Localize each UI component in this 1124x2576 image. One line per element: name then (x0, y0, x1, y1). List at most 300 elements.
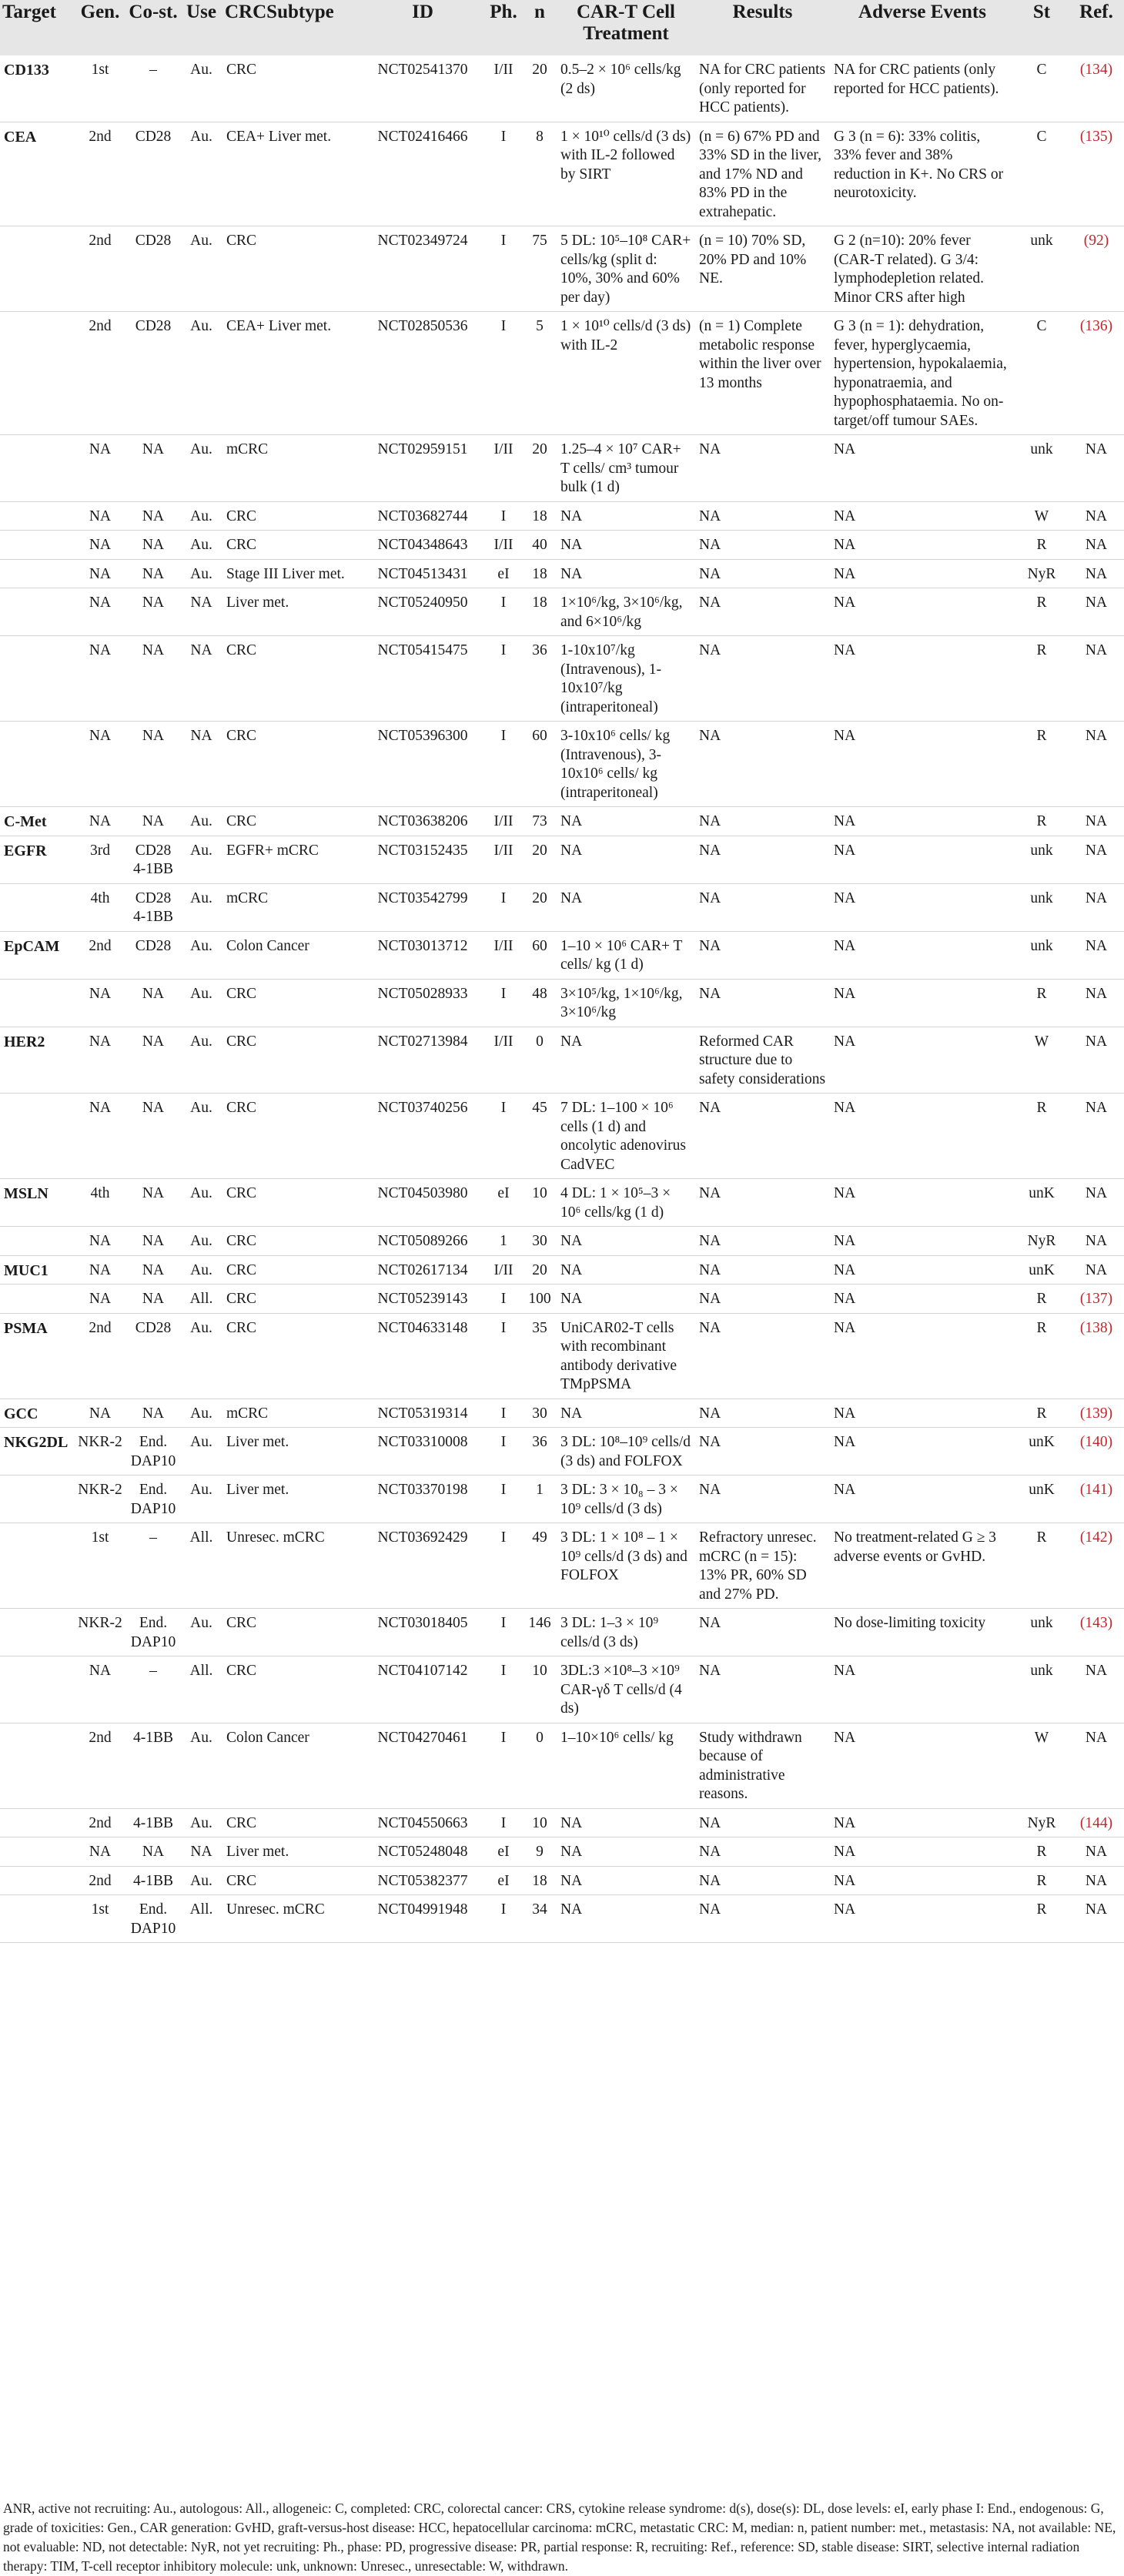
cell-phase: I/II (484, 931, 523, 979)
cell-trial-id: NCT03018405 (361, 1609, 484, 1656)
table-row (0, 55, 1124, 122)
cell-results: NA (695, 588, 830, 636)
cell-adverse-events: NA (830, 531, 1015, 560)
cell-trial-id: NCT04348643 (361, 531, 484, 560)
cell-co-st: End. DAP10 (126, 1476, 180, 1523)
cell-ref: NA (1069, 1027, 1124, 1094)
cell-ref: NA (1069, 979, 1124, 1027)
cell-ref: NA (1069, 1227, 1124, 1256)
table-row (0, 1866, 1124, 1895)
cell-co-st: CD28 (126, 1313, 180, 1399)
cell-crc-subtype: EGFR+ mCRC (222, 836, 361, 883)
table-row (0, 1227, 1124, 1256)
cell-results: NA (695, 1808, 830, 1837)
cell-gen: 2nd (74, 1313, 126, 1399)
table-row (0, 226, 1124, 312)
cell-n: 18 (523, 559, 557, 588)
cell-target (0, 531, 74, 560)
cell-adverse-events: G 2 (n=10): 20% fever (CAR-T related). G 3/4: lymphodepletion related. Minor CRS after high (830, 226, 1015, 312)
cell-use: Au. (180, 1094, 222, 1179)
cell-co-st: NA (126, 807, 180, 836)
cell-ref: NA (1069, 531, 1124, 560)
cell-phase: I (484, 1094, 523, 1179)
cell-ref: NA (1069, 559, 1124, 588)
table-footnote: ANR, active not recruiting: Au., autologous: All., allogeneic: C, completed: CRC, colorectal cancer: CRS, cytokine release syndrome: d(s), dose(s): DL, dose levels: eI, early phase I: End., endogenous: G, grade of toxicities: Gen., CAR generation: GvHD, graft-versus-host disease: HCC, hepatocellular carcinoma: mCRC, metastatic CRC: M, median: n, patient number: met., metastasis: NA, not available: NE, not evaluable: ND, not detectable: NyR, not yet recruiting: Ph., phase: PD, progressive disease: PR, partial response: R, recruiting: Ref., reference: SD, stable disease: SIRT, selective internal radiation therapy: TIM, T-cell receptor inhibitory molecule: unk, unknown: Unresec., unresectable: W, withdrawn. (3, 2501, 1116, 2574)
cell-phase: I (484, 1808, 523, 1837)
cell-gen: 2nd (74, 1808, 126, 1837)
cell-target (0, 1837, 74, 1867)
cell-crc-subtype: CEA+ Liver met. (222, 312, 361, 435)
cell-target (0, 722, 74, 807)
cell-co-st: CD28 (126, 122, 180, 226)
cell-use: Au. (180, 226, 222, 312)
cell-phase: I (484, 636, 523, 722)
cell-n: 0 (523, 1723, 557, 1808)
cell-status: R (1015, 1866, 1069, 1895)
cell-crc-subtype: CRC (222, 1094, 361, 1179)
cell-target: MSLN (0, 1179, 74, 1227)
cell-gen: 4th (74, 1179, 126, 1227)
cell-crc-subtype: CEA+ Liver met. (222, 122, 361, 226)
cell-ref: (144) (1069, 1808, 1124, 1837)
cell-n: 5 (523, 312, 557, 435)
cell-ref: (92) (1069, 226, 1124, 312)
cell-phase: I (484, 722, 523, 807)
table-row (0, 501, 1124, 531)
cell-results: (n = 1) Complete metabolic response within the liver over 13 months (695, 312, 830, 435)
cell-n: 36 (523, 636, 557, 722)
cell-adverse-events: NA (830, 883, 1015, 931)
cell-ref: NA (1069, 1723, 1124, 1808)
cell-co-st: NA (126, 722, 180, 807)
cell-trial-id: NCT02416466 (361, 122, 484, 226)
cell-treatment: 3×10⁵/kg, 1×10⁶/kg, 3×10⁶/kg (557, 979, 695, 1027)
cell-status: R (1015, 531, 1069, 560)
cell-use: NA (180, 722, 222, 807)
cell-phase: eI (484, 1866, 523, 1895)
cell-crc-subtype: Unresec. mCRC (222, 1523, 361, 1609)
cell-trial-id: NCT05089266 (361, 1227, 484, 1256)
cell-co-st: End. DAP10 (126, 1428, 180, 1476)
cell-trial-id: NCT02850536 (361, 312, 484, 435)
cell-phase: I (484, 1399, 523, 1428)
cell-phase: I (484, 1723, 523, 1808)
table-row (0, 1609, 1124, 1656)
cell-adverse-events: NA (830, 1895, 1015, 1943)
cell-n: 35 (523, 1313, 557, 1399)
table-row (0, 435, 1124, 502)
cell-trial-id: NCT03370198 (361, 1476, 484, 1523)
cell-n: 0 (523, 1027, 557, 1094)
cell-co-st: 4-1BB (126, 1808, 180, 1837)
cell-results: NA (695, 1399, 830, 1428)
cell-gen: 2nd (74, 931, 126, 979)
cell-n: 20 (523, 836, 557, 883)
cell-trial-id: NCT05239143 (361, 1285, 484, 1314)
cell-adverse-events: NA (830, 1476, 1015, 1523)
cell-gen: NA (74, 636, 126, 722)
cell-results: NA (695, 1866, 830, 1895)
cell-status: NyR (1015, 1808, 1069, 1837)
cell-results: Study withdrawn because of administrative reasons. (695, 1723, 830, 1808)
cell-target: EGFR (0, 836, 74, 883)
cell-trial-id: NCT02349724 (361, 226, 484, 312)
cell-ref: NA (1069, 1179, 1124, 1227)
cell-status: unK (1015, 1476, 1069, 1523)
cell-crc-subtype: Liver met. (222, 1428, 361, 1476)
cell-crc-subtype: CRC (222, 226, 361, 312)
cell-treatment: 1–10 × 10⁶ CAR+ T cells/ kg (1 d) (557, 931, 695, 979)
cell-gen: 3rd (74, 836, 126, 883)
header-status: St (1015, 0, 1069, 55)
cell-n: 10 (523, 1656, 557, 1723)
cell-use: Au. (180, 1866, 222, 1895)
cell-target (0, 1808, 74, 1837)
cell-n: 146 (523, 1609, 557, 1656)
cell-phase: I (484, 979, 523, 1027)
cell-co-st: NA (126, 1399, 180, 1428)
cell-phase: I (484, 1313, 523, 1399)
cell-trial-id: NCT03542799 (361, 883, 484, 931)
cell-gen: NA (74, 1227, 126, 1256)
cell-phase: I (484, 1285, 523, 1314)
cell-trial-id: NCT03692429 (361, 1523, 484, 1609)
cell-use: Au. (180, 501, 222, 531)
cell-use: Au. (180, 312, 222, 435)
cell-gen: 2nd (74, 1866, 126, 1895)
cell-status: R (1015, 1837, 1069, 1867)
cell-trial-id: NCT05382377 (361, 1866, 484, 1895)
cell-ref: NA (1069, 1094, 1124, 1179)
cell-crc-subtype: CRC (222, 1179, 361, 1227)
table-row (0, 1476, 1124, 1523)
cell-phase: I/II (484, 836, 523, 883)
cell-gen: NA (74, 1285, 126, 1314)
cell-n: 20 (523, 883, 557, 931)
cell-ref: NA (1069, 501, 1124, 531)
cell-trial-id: NCT02959151 (361, 435, 484, 502)
cell-use: Au. (180, 979, 222, 1027)
cell-trial-id: NCT04550663 (361, 1808, 484, 1837)
table-row (0, 1523, 1124, 1609)
cell-status: W (1015, 1723, 1069, 1808)
cell-use: Au. (180, 1428, 222, 1476)
cell-ref: (137) (1069, 1285, 1124, 1314)
cell-treatment: NA (557, 1399, 695, 1428)
cell-treatment: NA (557, 559, 695, 588)
cell-treatment: 4 DL: 1 × 10⁵–3 × 10⁶ cells/kg (1 d) (557, 1179, 695, 1227)
cell-gen: NA (74, 1837, 126, 1867)
cell-treatment: NA (557, 1285, 695, 1314)
cell-results: NA (695, 883, 830, 931)
cell-adverse-events: NA (830, 1808, 1015, 1837)
cell-target: GCC (0, 1399, 74, 1428)
cell-gen: NA (74, 531, 126, 560)
cell-crc-subtype: CRC (222, 1656, 361, 1723)
cell-results: (n = 6) 67% PD and 33% SD in the liver, and 17% ND and 83% PD in the extrahepatic. (695, 122, 830, 226)
cell-results: NA for CRC patients (only reported for HCC patients). (695, 55, 830, 122)
cell-phase: I (484, 226, 523, 312)
cell-results: NA (695, 1179, 830, 1227)
cell-treatment: NA (557, 1027, 695, 1094)
table-row (0, 883, 1124, 931)
cell-status: unk (1015, 883, 1069, 931)
cell-phase: I (484, 1428, 523, 1476)
cell-n: 20 (523, 55, 557, 122)
cell-gen: NA (74, 559, 126, 588)
cell-adverse-events: NA (830, 1285, 1015, 1314)
header-co-st: Co-st. (126, 0, 180, 55)
cell-use: Au. (180, 807, 222, 836)
table-row (0, 1428, 1124, 1476)
cell-treatment: NA (557, 501, 695, 531)
cell-phase: eI (484, 1179, 523, 1227)
cell-co-st: CD28 4-1BB (126, 883, 180, 931)
cell-adverse-events: No dose-limiting toxicity (830, 1609, 1015, 1656)
cell-adverse-events: NA (830, 435, 1015, 502)
cell-target (0, 559, 74, 588)
cell-target: MUC1 (0, 1255, 74, 1285)
cell-status: W (1015, 1027, 1069, 1094)
cell-crc-subtype: Liver met. (222, 1837, 361, 1867)
cell-gen: 2nd (74, 312, 126, 435)
cell-phase: I (484, 312, 523, 435)
cell-trial-id: NCT05028933 (361, 979, 484, 1027)
cell-treatment: NA (557, 836, 695, 883)
cell-ref: NA (1069, 807, 1124, 836)
cell-gen: NA (74, 501, 126, 531)
cell-trial-id: NCT04270461 (361, 1723, 484, 1808)
cell-ref: (143) (1069, 1609, 1124, 1656)
table-row (0, 1808, 1124, 1837)
cell-co-st: CD28 (126, 931, 180, 979)
cell-status: R (1015, 979, 1069, 1027)
cell-treatment: 3-10x10⁶ cells/ kg (Intravenous), 3-10x10⁶ cells/ kg (intraperitoneal) (557, 722, 695, 807)
cell-results: NA (695, 722, 830, 807)
cell-n: 100 (523, 1285, 557, 1314)
cell-target: C-Met (0, 807, 74, 836)
cell-co-st: CD28 (126, 226, 180, 312)
cell-ref: (136) (1069, 312, 1124, 435)
cell-co-st: CD28 4-1BB (126, 836, 180, 883)
cell-ref: (141) (1069, 1476, 1124, 1523)
cell-crc-subtype: CRC (222, 501, 361, 531)
cell-crc-subtype: CRC (222, 1285, 361, 1314)
cell-co-st: NA (126, 1255, 180, 1285)
cell-co-st: End. DAP10 (126, 1895, 180, 1943)
cell-phase: I (484, 1656, 523, 1723)
cell-phase: 1 (484, 1227, 523, 1256)
cell-target: HER2 (0, 1027, 74, 1094)
cell-status: R (1015, 588, 1069, 636)
cell-use: All. (180, 1523, 222, 1609)
cell-ref: NA (1069, 722, 1124, 807)
cell-ref: (139) (1069, 1399, 1124, 1428)
cell-n: 60 (523, 722, 557, 807)
cell-status: unK (1015, 1179, 1069, 1227)
cell-treatment: 3 DL: 10⁸–10⁹ cells/d (3 ds) and FOLFOX (557, 1428, 695, 1476)
cell-use: Au. (180, 435, 222, 502)
cell-treatment: NA (557, 1808, 695, 1837)
table-row (0, 722, 1124, 807)
header-ref: Ref. (1069, 0, 1124, 55)
cell-results: NA (695, 931, 830, 979)
cell-target (0, 1523, 74, 1609)
cell-crc-subtype: CRC (222, 636, 361, 722)
cell-use: Au. (180, 1255, 222, 1285)
cell-treatment: 1-10x10⁷/kg (Intravenous), 1-10x10⁷/kg (intraperitoneal) (557, 636, 695, 722)
cell-use: NA (180, 1837, 222, 1867)
cell-phase: eI (484, 559, 523, 588)
cell-n: 40 (523, 531, 557, 560)
cell-target: EpCAM (0, 931, 74, 979)
cell-crc-subtype: CRC (222, 979, 361, 1027)
cell-n: 45 (523, 1094, 557, 1179)
cell-use: Au. (180, 1609, 222, 1656)
cell-status: R (1015, 1285, 1069, 1314)
header-phase: Ph. (484, 0, 523, 55)
cell-co-st: NA (126, 435, 180, 502)
cell-crc-subtype: Liver met. (222, 588, 361, 636)
cell-use: All. (180, 1285, 222, 1314)
cell-use: All. (180, 1895, 222, 1943)
cell-treatment: NA (557, 1227, 695, 1256)
table-row (0, 931, 1124, 979)
cell-target: PSMA (0, 1313, 74, 1399)
cell-phase: I/II (484, 531, 523, 560)
cell-adverse-events: NA (830, 979, 1015, 1027)
cell-target (0, 1723, 74, 1808)
cell-crc-subtype: mCRC (222, 883, 361, 931)
cell-co-st: NA (126, 1837, 180, 1867)
cell-target (0, 501, 74, 531)
cell-crc-subtype: Liver met. (222, 1476, 361, 1523)
cell-phase: I (484, 122, 523, 226)
cell-results: NA (695, 836, 830, 883)
cell-crc-subtype: mCRC (222, 1399, 361, 1428)
cell-trial-id: NCT05248048 (361, 1837, 484, 1867)
cell-crc-subtype: CRC (222, 1255, 361, 1285)
cell-crc-subtype: CRC (222, 1027, 361, 1094)
cell-phase: I (484, 588, 523, 636)
cell-n: 73 (523, 807, 557, 836)
cell-n: 10 (523, 1808, 557, 1837)
cell-target (0, 226, 74, 312)
table-row (0, 1179, 1124, 1227)
cell-adverse-events: G 3 (n = 6): 33% colitis, 33% fever and 38% reduction in K+. No CRS or neurotoxicity. (830, 122, 1015, 226)
cell-n: 30 (523, 1227, 557, 1256)
cell-crc-subtype: Unresec. mCRC (222, 1895, 361, 1943)
cell-target (0, 588, 74, 636)
cell-co-st: NA (126, 559, 180, 588)
cell-crc-subtype: CRC (222, 1866, 361, 1895)
cell-status: W (1015, 501, 1069, 531)
cell-target (0, 435, 74, 502)
cell-use: Au. (180, 1313, 222, 1399)
table-row (0, 1255, 1124, 1285)
cell-status: R (1015, 636, 1069, 722)
cell-status: R (1015, 1313, 1069, 1399)
cell-co-st: CD28 (126, 312, 180, 435)
cell-n: 18 (523, 1866, 557, 1895)
cell-n: 8 (523, 122, 557, 226)
cell-target (0, 1476, 74, 1523)
cell-status: unk (1015, 435, 1069, 502)
cell-adverse-events: NA (830, 931, 1015, 979)
cell-target (0, 1609, 74, 1656)
cell-trial-id: NCT05240950 (361, 588, 484, 636)
cell-treatment: 3DL:3 ×10⁸–3 ×10⁹ CAR-γδ T cells/d (4 ds) (557, 1656, 695, 1723)
cell-gen: 4th (74, 883, 126, 931)
cell-status: R (1015, 1895, 1069, 1943)
cell-co-st: NA (126, 1027, 180, 1094)
cell-adverse-events: NA (830, 1837, 1015, 1867)
cell-co-st: NA (126, 1227, 180, 1256)
cell-status: R (1015, 1523, 1069, 1609)
table-body (0, 55, 1124, 1943)
cell-use: Au. (180, 122, 222, 226)
cell-status: C (1015, 55, 1069, 122)
cell-n: 18 (523, 588, 557, 636)
cell-gen: 2nd (74, 226, 126, 312)
cell-target: CD133 (0, 55, 74, 122)
cell-treatment: 1.25–4 × 10⁷ CAR+ T cells/ cm³ tumour bulk (1 d) (557, 435, 695, 502)
cell-adverse-events: NA (830, 1094, 1015, 1179)
cell-treatment: 3 DL: 1 × 10⁸ – 1 × 10⁹ cells/d (3 ds) and FOLFOX (557, 1523, 695, 1609)
header-adverse-events: Adverse Events (830, 0, 1015, 55)
cell-use: NA (180, 636, 222, 722)
cell-crc-subtype: CRC (222, 1609, 361, 1656)
cell-results: NA (695, 1837, 830, 1867)
cell-trial-id: NCT04107142 (361, 1656, 484, 1723)
cell-target (0, 979, 74, 1027)
cell-co-st: NA (126, 979, 180, 1027)
cell-target (0, 883, 74, 931)
cell-trial-id: NCT04503980 (361, 1179, 484, 1227)
cell-gen: 1st (74, 1895, 126, 1943)
table-row (0, 1313, 1124, 1399)
cell-results: NA (695, 531, 830, 560)
cell-co-st: NA (126, 1179, 180, 1227)
cell-results: NA (695, 501, 830, 531)
cell-treatment: 7 DL: 1–100 × 10⁶ cells (1 d) and oncolytic adenovirus CadVEC (557, 1094, 695, 1179)
cell-trial-id: NCT03682744 (361, 501, 484, 531)
cell-adverse-events: NA (830, 1866, 1015, 1895)
cell-trial-id: NCT03152435 (361, 836, 484, 883)
cell-trial-id: NCT05396300 (361, 722, 484, 807)
cell-gen: NA (74, 979, 126, 1027)
header-gen: Gen. (74, 0, 126, 55)
cell-co-st: NA (126, 531, 180, 560)
cell-trial-id: NCT02541370 (361, 55, 484, 122)
cell-phase: I (484, 1895, 523, 1943)
cell-results: NA (695, 1313, 830, 1399)
cell-use: Au. (180, 1179, 222, 1227)
cell-adverse-events: NA (830, 1428, 1015, 1476)
cell-phase: I (484, 883, 523, 931)
cell-crc-subtype: Stage III Liver met. (222, 559, 361, 588)
cell-gen: 2nd (74, 122, 126, 226)
cell-target (0, 1227, 74, 1256)
cell-ref: NA (1069, 435, 1124, 502)
header-id: ID (361, 0, 484, 55)
cell-adverse-events: NA (830, 722, 1015, 807)
cell-adverse-events: NA (830, 588, 1015, 636)
cell-status: NyR (1015, 1227, 1069, 1256)
cell-co-st: 4-1BB (126, 1723, 180, 1808)
cell-results: NA (695, 1094, 830, 1179)
cell-gen: 1st (74, 55, 126, 122)
